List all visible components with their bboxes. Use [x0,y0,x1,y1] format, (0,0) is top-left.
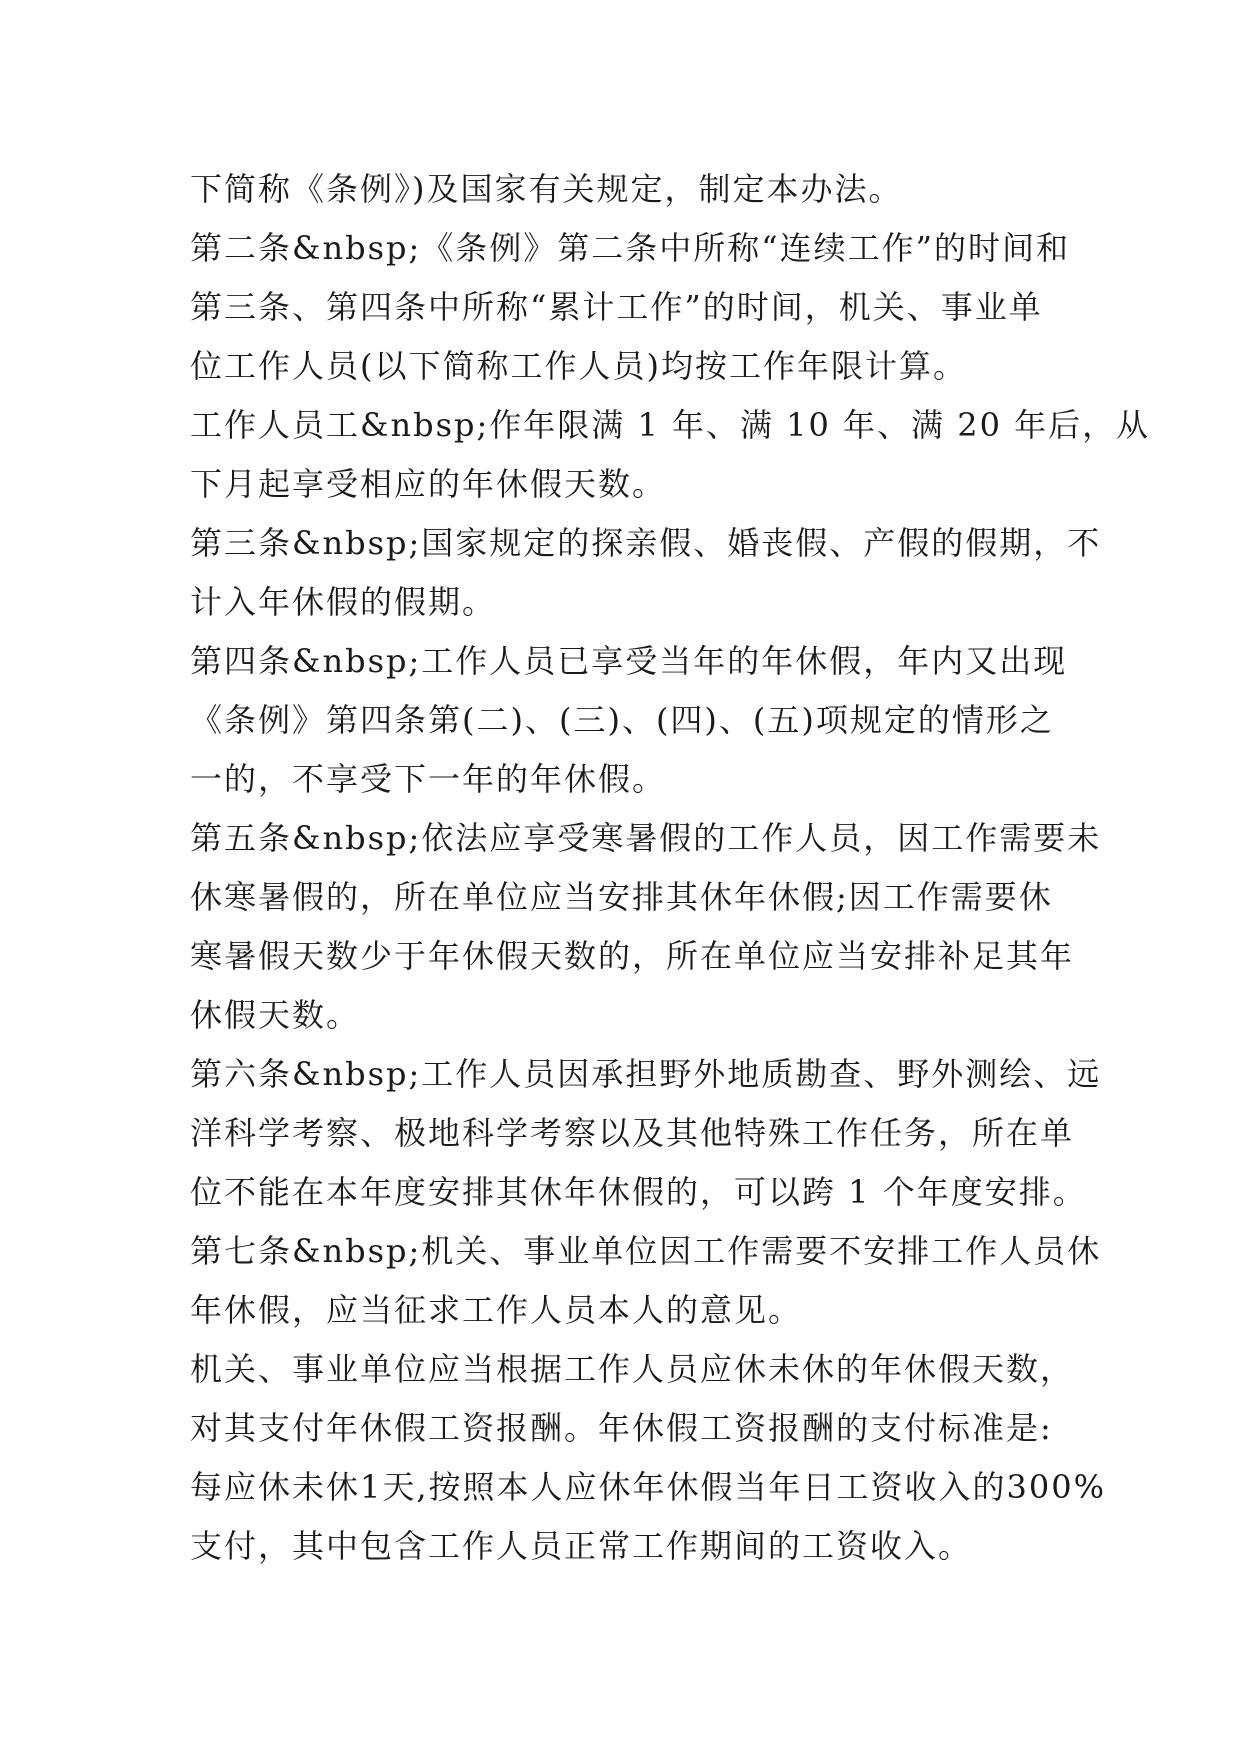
text-line: 下简称《条例》)及国家有关规定，制定本办法。 [190,170,903,208]
text-line: 计入年休假的假期。 [190,583,497,621]
text-line: 第六条&nbsp;工作人员因承担野外地质勘查、野外测绘、远 [190,1055,1102,1093]
document-body [190,160,1151,1576]
text-line: 洋科学考察、极地科学考察以及其他特殊工作任务，所在单 [190,1114,1075,1152]
text-line: 《条例》第四条第(二)、(三)、(四)、(五)项规定的情形之 [190,701,1054,739]
text-line: 位不能在本年度安排其休年休假的，可以跨 1 个年度安排。 [190,1173,1087,1211]
text-line: 第七条&nbsp;机关、事业单位因工作需要不安排工作人员休 [190,1232,1102,1270]
text-line: 下月起享受相应的年休假天数。 [190,465,667,503]
text-line: 工作人员工&nbsp;作年限满 1 年、满 10 年、满 20 年后，从 [190,406,1151,444]
text-line: 年休假，应当征求工作人员本人的意见。 [190,1291,803,1329]
text-line: 第四条&nbsp;工作人员已享受当年的年休假，年内又出现 [190,642,1068,680]
text-line: 一的，不享受下一年的年休假。 [190,760,667,798]
text-line: 位工作人员(以下简称工作人员)均按工作年限计算。 [190,347,967,385]
text-line: 第三条&nbsp;国家规定的探亲假、婚丧假、产假的假期，不 [190,524,1102,562]
text-line: 第三条、第四条中所称“累计工作”的时间，机关、事业单 [190,288,1043,326]
text-line: 每应休未休1天,按照本人应休年休假当年日工资收入的300% [190,1468,1107,1506]
text-line: 休假天数。 [190,996,361,1034]
text-line: 第五条&nbsp;依法应享受寒暑假的工作人员，因工作需要未 [190,819,1102,857]
text-line: 对其支付年休假工资报酬。年休假工资报酬的支付标准是: [190,1409,1053,1447]
text-line: 休寒暑假的，所在单位应当安排其休年休假;因工作需要休 [190,878,1053,916]
text-line: 寒暑假天数少于年休假天数的，所在单位应当安排补足其年 [190,937,1075,975]
text-line: 支付，其中包含工作人员正常工作期间的工资收入。 [190,1527,973,1565]
text-line: 机关、事业单位应当根据工作人员应休未休的年休假天数， [190,1350,1075,1388]
text-line: 第二条&nbsp;《条例》第二条中所称“连续工作”的时间和 [190,229,1070,267]
